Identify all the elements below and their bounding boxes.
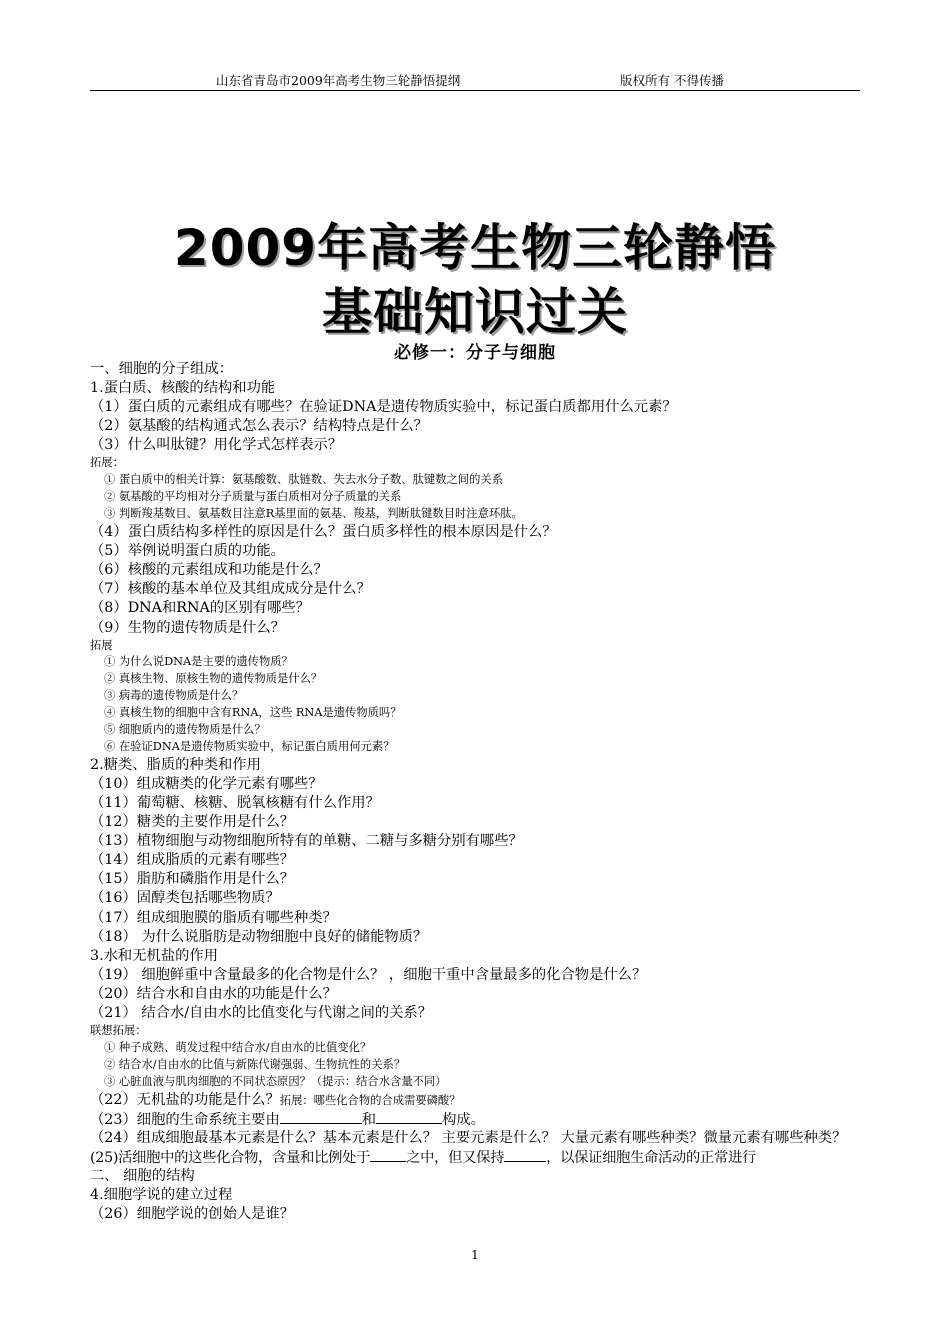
section-heading: 二、 细胞的结构 bbox=[90, 1168, 195, 1185]
question: （9）生物的遗传物质是什么？ bbox=[90, 619, 285, 636]
question: （24）组成细胞最基本元素是什么？基本元素是什么？ 主要元素是什么？ 大量元素有哪些种类？微量元素有哪些种类？ bbox=[90, 1129, 847, 1146]
topic-heading: 1.蛋白质、核酸的结构和功能 bbox=[90, 380, 276, 397]
page-header bbox=[90, 70, 860, 91]
document-subtitle: 必修一：分子与细胞 bbox=[394, 343, 556, 363]
question: （16）固醇类包括哪些物质？ bbox=[90, 890, 280, 907]
topic-heading: 2.糖类、脂质的种类和作用 bbox=[90, 756, 261, 773]
question: （3）什么叫肽键？用化学式怎样表示？ bbox=[90, 437, 343, 454]
extension-item: ① 种子成熟、萌发过程中结合水/自由水的比值变化？ bbox=[104, 1041, 372, 1055]
question: （11）葡萄糖、核糖、脱氧核糖有什么作用？ bbox=[90, 795, 380, 812]
section-heading: 一、细胞的分子组成： bbox=[90, 361, 233, 377]
question: （2）氨基酸的结构通式怎么表示？结构特点是什么？ bbox=[90, 418, 428, 435]
answer-blank bbox=[370, 1148, 406, 1162]
topic-heading: 4.细胞学说的建立过程 bbox=[90, 1187, 233, 1204]
question: （17）组成细胞膜的脂质有哪些种类？ bbox=[90, 909, 337, 926]
extension-item: ① 为什么说DNA是主要的遗传物质？ bbox=[104, 655, 293, 669]
answer-blank bbox=[504, 1148, 546, 1162]
question: （12）糖类的主要作用是什么？ bbox=[90, 814, 295, 831]
extension-item: ② 氨基酸的平均相对分子质量与蛋白质相对分子质量的关系 bbox=[104, 490, 402, 504]
extension-item: ① 蛋白质中的相关计算：氨基酸数、肽链数、失去水分子数、肽键数之间的关系 bbox=[104, 473, 503, 487]
question: （7）核酸的基本单位及其组成成分是什么？ bbox=[90, 581, 371, 598]
question-text: (25)活细胞中的这些化合物，含量和比例处于 bbox=[90, 1149, 371, 1166]
question-text: （22）无机盐的功能是什么？ bbox=[90, 1091, 280, 1108]
question: （19） 细胞鲜重中含量最多的化合物是什么？ ，细胞干重中含量最多的化合物是什么？ bbox=[90, 966, 647, 983]
fill-in-question bbox=[90, 1110, 862, 1129]
extension-label: 拓展 bbox=[90, 638, 113, 652]
question-text: 构成。 bbox=[442, 1111, 485, 1128]
question: （18） 为什么说脂肪是动物细胞中良好的储能物质？ bbox=[90, 928, 428, 945]
document-title-line2: 基础知识过关 bbox=[322, 283, 628, 341]
extension-item: ② 真核生物、原核生物的遗传物质是什么？ bbox=[104, 672, 323, 686]
extension-item: ④ 真核生物的细胞中含有RNA，这些 RNA是遗传物质吗？ bbox=[104, 706, 402, 720]
question-text: （23）细胞的生命系统主要由 bbox=[90, 1111, 280, 1128]
question: （5）举例说明蛋白质的功能。 bbox=[90, 543, 285, 560]
extension-item: ③ 病毒的遗传物质是什么？ bbox=[104, 689, 244, 703]
question: （4）蛋白质结构多样性的原因是什么？蛋白质多样性的根本原因是什么？ bbox=[90, 524, 557, 541]
question-text: ，以保证细胞生命活动的正常进行 bbox=[546, 1149, 757, 1166]
question: （8）DNA和RNA的区别有哪些？ bbox=[90, 600, 310, 617]
question-text: 和 bbox=[361, 1111, 377, 1128]
fill-in-question bbox=[90, 1148, 862, 1167]
question: （1）蛋白质的元素组成有哪些？在验证DNA是遗传物质实验中，标记蛋白质都用什么元素？ bbox=[90, 399, 677, 416]
question: （21） 结合水/自由水的比值变化与代谢之间的关系？ bbox=[90, 1005, 433, 1022]
question-text: 之中，但又保持 bbox=[406, 1149, 505, 1166]
extension-item: ② 结合水/自由水的比值与新陈代谢强弱、生物抗性的关系？ bbox=[104, 1057, 406, 1071]
question: （26）细胞学说的创始人是谁？ bbox=[90, 1206, 295, 1223]
answer-blank bbox=[280, 1110, 362, 1124]
header-right-text: 版权所有 不得传播 bbox=[620, 73, 724, 88]
topic-heading: 3.水和无机盐的作用 bbox=[90, 947, 219, 964]
extension-item: ③ 心脏血液与肌肉细胞的不同状态原因？（提示：结合水含量不同） bbox=[104, 1074, 447, 1088]
question: （20）结合水和自由水的功能是什么？ bbox=[90, 985, 337, 1002]
question: （14）组成脂质的元素有哪些？ bbox=[90, 852, 295, 869]
header-left-text: 山东省青岛市2009年高考生物三轮静悟提纲 bbox=[216, 73, 461, 88]
question: （6）核酸的元素组成和功能是什么？ bbox=[90, 562, 328, 579]
extension-label: 联想拓展： bbox=[90, 1024, 147, 1038]
question: （10）组成糖类的化学元素有哪些？ bbox=[90, 775, 323, 792]
extension-note: 拓展：哪些化合物的合成需要磷酸？ bbox=[279, 1093, 461, 1107]
document-body bbox=[90, 360, 862, 1224]
question bbox=[90, 1091, 862, 1110]
document-title-line1: 2009年高考生物三轮静悟 bbox=[173, 219, 777, 277]
extension-item: ③ 判断羧基数目、氨基数目注意R基里面的氨基、羧基，判断肽键数目时注意环肽。 bbox=[104, 507, 523, 521]
question: （13）植物细胞与动物细胞所特有的单糖、二糖与多糖分别有哪些？ bbox=[90, 833, 523, 850]
page-number: 1 bbox=[471, 1248, 479, 1262]
answer-blank bbox=[376, 1110, 442, 1124]
extension-label: 拓展： bbox=[90, 456, 124, 470]
question: （15）脂肪和磷脂作用是什么？ bbox=[90, 871, 295, 888]
extension-item: ⑥ 在验证DNA是遗传物质实验中，标记蛋白质用何元素？ bbox=[104, 739, 395, 753]
extension-item: ⑤ 细胞质内的遗传物质是什么？ bbox=[104, 723, 266, 737]
